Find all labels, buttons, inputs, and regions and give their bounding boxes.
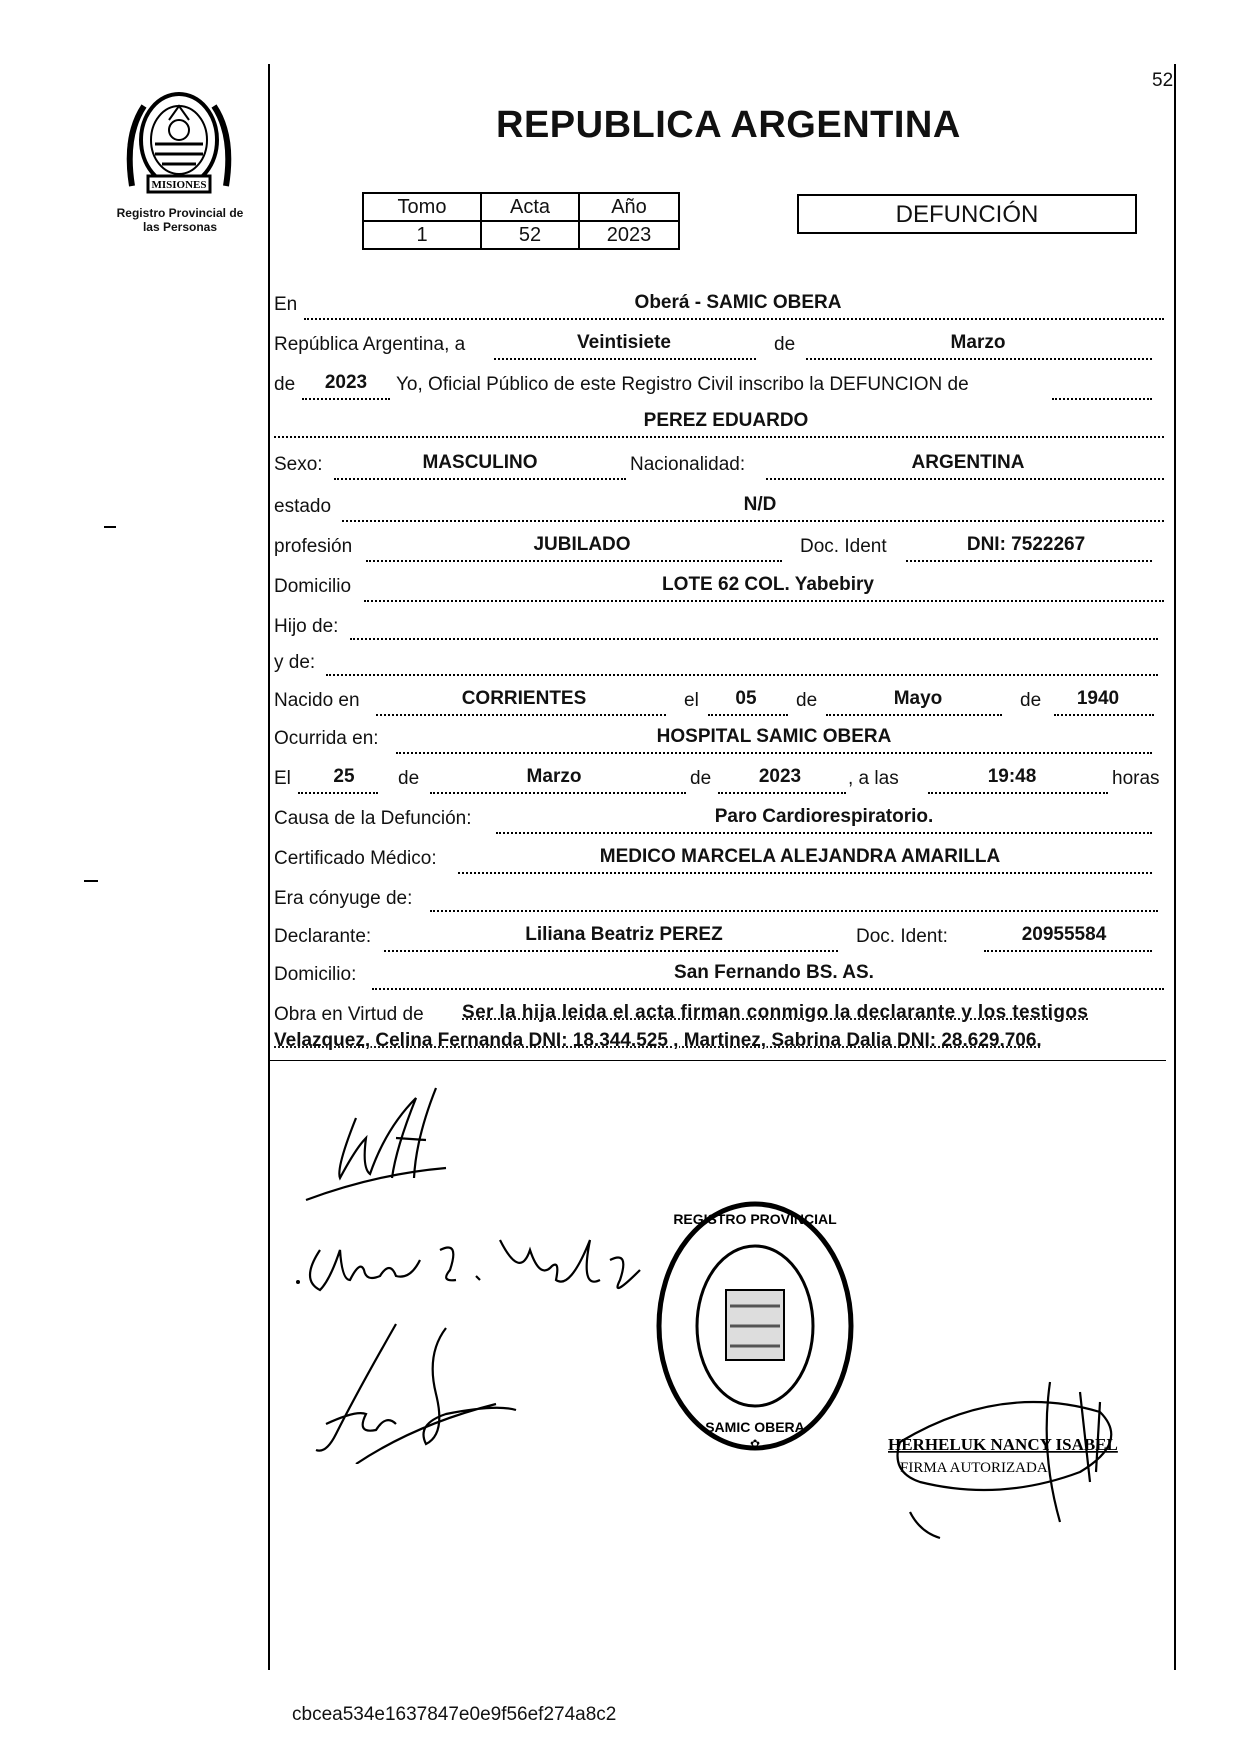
doc2-value: 20955584: [1021, 924, 1107, 945]
de6-label: de: [690, 768, 712, 789]
right-margin-line: [1174, 64, 1176, 1670]
sexo-label: Sexo:: [274, 454, 323, 475]
certificado-value: MEDICO MARCELA ALEJANDRA AMARILLA: [599, 846, 1001, 867]
def-anio-value: 2023: [758, 766, 802, 787]
sexo-value: MASCULINO: [422, 452, 538, 473]
doc-ident-value: DNI: 7522267: [966, 534, 1086, 555]
conyuge-dotted-line: [430, 910, 1158, 912]
estado-dotted-line: [342, 520, 1164, 522]
estado-label: estado: [274, 496, 332, 517]
day-dotted-line: [494, 358, 756, 360]
ocurrida-value: HOSPITAL SAMIC OBERA: [656, 726, 892, 747]
declarante-dotted-line: [384, 950, 838, 952]
alas-label: , a las: [848, 768, 899, 789]
left-margin-line: [268, 64, 270, 1670]
nac-dia-dotted-line: [708, 714, 788, 716]
name-dotted-line: [274, 436, 1164, 438]
anio-header: Año: [579, 193, 679, 221]
registry-caption: [100, 206, 260, 234]
nac-anio-value: 1940: [1076, 688, 1120, 709]
yde-dotted-line: [326, 674, 1158, 676]
doc-ident-dotted-line: [906, 560, 1152, 562]
nacionalidad-dotted-line: [766, 478, 1164, 480]
svg-text:REGISTRO PROVINCIAL: REGISTRO PROVINCIAL: [673, 1211, 837, 1227]
document-hash: cbcea534e1637847e0e9f56ef274a8c2: [292, 1704, 617, 1725]
doc2-label: Doc. Ident:: [856, 926, 948, 947]
declarante-value: Liliana Beatriz PEREZ: [525, 924, 723, 945]
scan-speck: [104, 526, 116, 528]
de3-label: de: [796, 690, 818, 711]
hijo-label: Hijo de:: [274, 616, 339, 637]
svg-text:MISIONES: MISIONES: [151, 179, 207, 191]
domicilio-dotted-line: [364, 600, 1164, 602]
registry-caption-line1: Registro Provincial de: [116, 206, 244, 220]
domicilio-label: Domicilio: [274, 576, 352, 597]
page-title: REPUBLICA ARGENTINA: [496, 104, 961, 146]
document-type-box: DEFUNCIÓN: [797, 194, 1137, 234]
domicilio2-dotted-line: [372, 988, 1164, 990]
nacionalidad-label: Nacionalidad:: [630, 454, 746, 475]
horas-label: horas: [1112, 768, 1160, 789]
month-dotted-line: [806, 358, 1152, 360]
svg-text:✿: ✿: [749, 1437, 761, 1451]
year-text-value: 2023: [324, 372, 368, 393]
hijo-dotted-line: [350, 638, 1158, 640]
obra-line2: Velazquez, Celina Fernanda DNI: 18.344.525 , Martinez, Sabrina Dalia DNI: 28.629.706.: [274, 1030, 1042, 1051]
domicilio-value: LOTE 62 COL. Yabebiry: [662, 574, 874, 595]
causa-value: Paro Cardiorespiratorio.: [714, 806, 934, 827]
certificado-dotted-line: [458, 872, 1152, 874]
registry-caption-line2: las Personas: [142, 220, 218, 234]
declarante-label: Declarante:: [274, 926, 372, 947]
en-label: En: [274, 294, 298, 315]
year-dotted-line: [302, 398, 390, 400]
conyuge-label: Era cónyuge de:: [274, 888, 413, 909]
causa-dotted-line: [496, 832, 1152, 834]
page-number: 52: [1152, 70, 1174, 91]
nacionalidad-value: ARGENTINA: [911, 452, 1025, 473]
en-dotted-line: [304, 318, 1164, 320]
domicilio2-value: San Fernando BS. AS.: [674, 962, 874, 983]
signature-witness-1: [290, 1220, 670, 1320]
certificado-label: Certificado Médico:: [274, 848, 437, 869]
el-label: el: [684, 690, 699, 711]
ocurrida-label: Ocurrida en:: [274, 728, 379, 749]
de5-label: de: [398, 768, 420, 789]
tomo-header: Tomo: [363, 193, 481, 221]
acta-header: Acta: [481, 193, 579, 221]
signature-witness-2: [296, 1314, 556, 1464]
month-text-value: Marzo: [950, 332, 1006, 353]
nacido-label: Nacido en: [274, 690, 360, 711]
nac-mes-dotted-line: [826, 714, 1002, 716]
def-mes-value: Marzo: [526, 766, 582, 787]
svg-text:FIRMA AUTORIZADA: FIRMA AUTORIZADA: [900, 1460, 1048, 1476]
nacido-lugar-value: CORRIENTES: [461, 688, 587, 709]
de2-label: de: [274, 374, 296, 395]
de4-label: de: [1020, 690, 1042, 711]
def-hora-value: 19:48: [987, 766, 1037, 787]
nac-anio-dotted-line: [1054, 714, 1154, 716]
obra-bottom-rule: [270, 1060, 1166, 1061]
obra-line1: Ser la hija leida el acta firman conmigo la declarante y los testigos: [462, 1002, 1089, 1023]
nacido-lugar-dotted-line: [376, 714, 666, 716]
tomo-value: 1: [363, 221, 481, 249]
profesion-dotted-line: [366, 560, 782, 562]
svg-text:HERHELUK NANCY ISABEL: HERHELUK NANCY ISABEL: [888, 1435, 1118, 1454]
day-text-value: Veintisiete: [577, 332, 671, 353]
official-seal-stamp: [650, 1196, 860, 1456]
deceased-name-value: PEREZ EDUARDO: [643, 410, 809, 431]
anio-value: 2023: [579, 221, 679, 249]
province-seal-logo: [122, 76, 236, 200]
nac-mes-value: Mayo: [893, 688, 943, 709]
profesion-value: JUBILADO: [533, 534, 631, 555]
nac-dia-value: 05: [735, 688, 757, 709]
inscribo-text: Yo, Oficial Público de este Registro Civil inscribo la DEFUNCION de: [396, 374, 969, 395]
def-hora-dotted-line: [928, 792, 1108, 794]
domicilio2-label: Domicilio:: [274, 964, 357, 985]
de-label: de: [774, 334, 796, 355]
sexo-dotted-line: [334, 478, 626, 480]
ocurrida-dotted-line: [396, 752, 1152, 754]
scan-speck: [84, 880, 98, 882]
signature-official: [296, 1078, 486, 1208]
place-value: Oberá - SAMIC OBERA: [634, 292, 842, 313]
republica-label: República Argentina, a: [274, 334, 466, 355]
svg-text:SAMIC OBERA: SAMIC OBERA: [705, 1419, 805, 1435]
def-mes-dotted-line: [430, 792, 686, 794]
record-table: [362, 192, 680, 250]
acta-value: 52: [481, 221, 579, 249]
doc-ident-label: Doc. Ident: [800, 536, 887, 557]
el2-label: El: [274, 768, 291, 789]
def-dia-dotted-line: [298, 792, 378, 794]
causa-label: Causa de la Defunción:: [274, 808, 472, 829]
obra-label: Obra en Virtud de: [274, 1004, 424, 1025]
authority-signature-stamp: [880, 1372, 1140, 1542]
def-dia-value: 25: [333, 766, 355, 787]
estado-value: N/D: [743, 494, 777, 515]
def-anio-dotted-line: [718, 792, 846, 794]
profesion-label: profesión: [274, 536, 353, 557]
yde-label: y de:: [274, 652, 316, 673]
inscribo-dotted-line: [1052, 398, 1152, 400]
doc2-dotted-line: [984, 950, 1152, 952]
